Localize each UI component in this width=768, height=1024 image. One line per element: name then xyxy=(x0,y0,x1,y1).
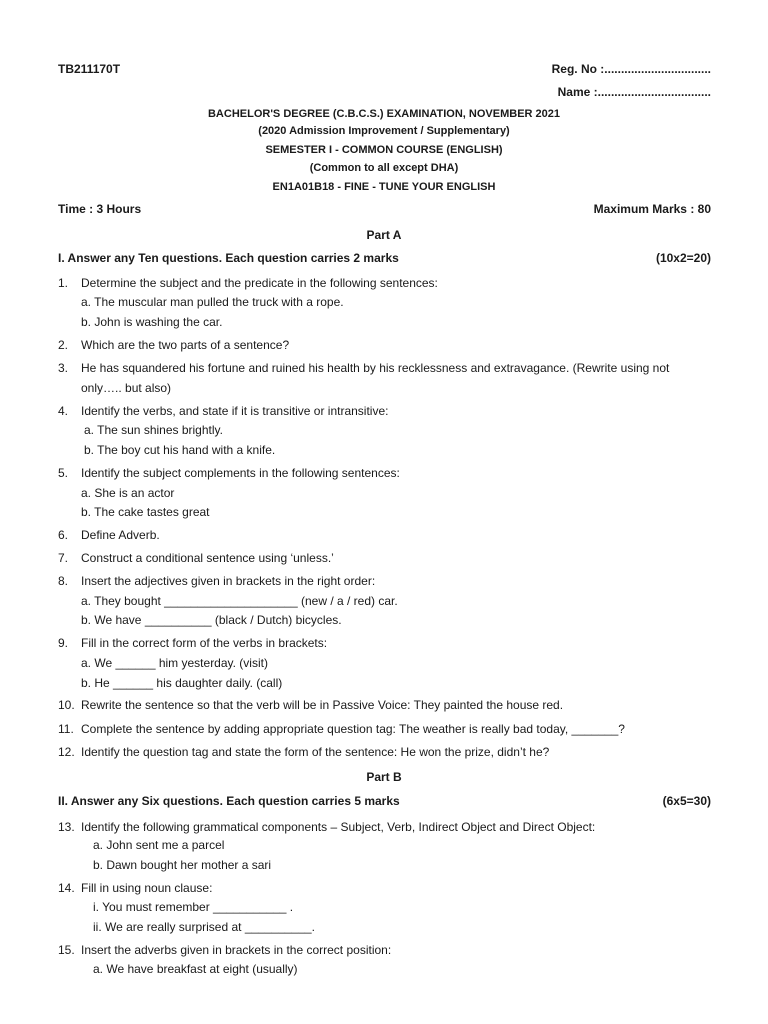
semester-line: SEMESTER I - COMMON COURSE (ENGLISH) xyxy=(265,144,503,156)
question-text: Identify the subject complements in the following sentences: xyxy=(81,466,400,480)
question-text: Identify the following grammatical components – Subject, Verb, Indirect Object and Direct Object: xyxy=(81,820,596,834)
question-text: Fill in the correct form of the verbs in brackets: xyxy=(81,636,328,650)
part-a-marks: (10x2=20) xyxy=(655,251,711,265)
question-text: Fill in using noun clause: xyxy=(81,881,213,895)
reg-no-field: Reg. No :................................ xyxy=(551,62,711,76)
question-text: Complete the sentence by adding appropriate question tag: The weather is really bad today, _______? xyxy=(81,722,625,736)
question-number: 8. xyxy=(58,574,69,588)
question-number: 14. xyxy=(58,881,75,895)
question-text-continued: only….. but also) xyxy=(81,381,172,395)
question-subitem: a. The sun shines brightly. xyxy=(84,423,223,437)
max-marks-label: Maximum Marks : 80 xyxy=(593,202,711,216)
question-number: 15. xyxy=(58,943,75,957)
question-text: Insert the adverbs given in brackets in the correct position: xyxy=(81,943,392,957)
question-number: 10. xyxy=(58,698,75,712)
part-b-title: Part B xyxy=(366,770,402,784)
admission-line: (2020 Admission Improvement / Supplementary) xyxy=(258,125,510,137)
part-a-title: Part A xyxy=(366,228,402,242)
question-number: 11. xyxy=(58,722,74,736)
question-text: Define Adverb. xyxy=(81,528,160,542)
question-text: Determine the subject and the predicate in the following sentences: xyxy=(81,276,438,290)
part-b-marks: (6x5=30) xyxy=(662,794,711,808)
question-subitem: a. John sent me a parcel xyxy=(93,838,225,852)
question-subitem: b. We have __________ (black / Dutch) bicycles. xyxy=(81,613,342,627)
question-subitem: i. You must remember ___________ . xyxy=(93,900,294,914)
time-label: Time : 3 Hours xyxy=(58,202,142,216)
question-text: Identify the verbs, and state if it is transitive or intransitive: xyxy=(81,404,389,418)
question-subitem: b. Dawn bought her mother a sari xyxy=(93,858,272,872)
question-subitem: b. The cake tastes great xyxy=(81,505,210,519)
question-subitem: b. The boy cut his hand with a knife. xyxy=(84,443,276,457)
question-number: 4. xyxy=(58,404,69,418)
part-b-instruction: II. Answer any Six questions. Each question carries 5 marks xyxy=(58,794,400,808)
name-field: Name :.................................. xyxy=(557,85,711,99)
question-subitem: b. He ______ his daughter daily. (call) xyxy=(81,676,283,690)
question-number: 6. xyxy=(58,528,69,542)
question-text: Construct a conditional sentence using ‘unless.’ xyxy=(81,551,334,565)
question-number: 3. xyxy=(58,361,69,375)
question-text: Rewrite the sentence so that the verb will be in Passive Voice: They painted the house red. xyxy=(81,698,564,712)
question-subitem: a. The muscular man pulled the truck with a rope. xyxy=(81,295,344,309)
question-number: 13. xyxy=(58,820,75,834)
question-number: 2. xyxy=(58,338,69,352)
question-subitem: b. John is washing the car. xyxy=(81,315,223,329)
question-subitem: a. They bought ____________________ (new / a / red) car. xyxy=(81,594,398,608)
paper-code: TB211170T xyxy=(58,62,121,76)
question-subitem: a. She is an actor xyxy=(81,486,175,500)
question-text: He has squandered his fortune and ruined his health by his recklessness and extravagance. (Rewrite using not xyxy=(81,361,670,375)
question-number: 5. xyxy=(58,466,69,480)
question-number: 12. xyxy=(58,745,75,759)
exam-title: BACHELOR'S DEGREE (C.B.C.S.) EXAMINATION, NOVEMBER 2021 xyxy=(207,108,560,120)
question-subitem: ii. We are really surprised at __________. xyxy=(93,920,315,934)
part-a-instruction: I. Answer any Ten questions. Each question carries 2 marks xyxy=(58,251,399,265)
common-line: (Common to all except DHA) xyxy=(309,162,459,174)
question-subitem: a. We ______ him yesterday. (visit) xyxy=(81,656,268,670)
question-subitem: a. We have breakfast at eight (usually) xyxy=(93,962,298,976)
question-number: 1. xyxy=(58,276,69,290)
question-text: Insert the adjectives given in brackets in the right order: xyxy=(81,574,376,588)
question-text: Identify the question tag and state the form of the sentence: He won the prize, didn’t he? xyxy=(81,745,550,759)
course-code-line: EN1A01B18 - FINE - TUNE YOUR ENGLISH xyxy=(272,181,496,193)
question-number: 9. xyxy=(58,636,69,650)
question-text: Which are the two parts of a sentence? xyxy=(81,338,290,352)
question-number: 7. xyxy=(58,551,69,565)
